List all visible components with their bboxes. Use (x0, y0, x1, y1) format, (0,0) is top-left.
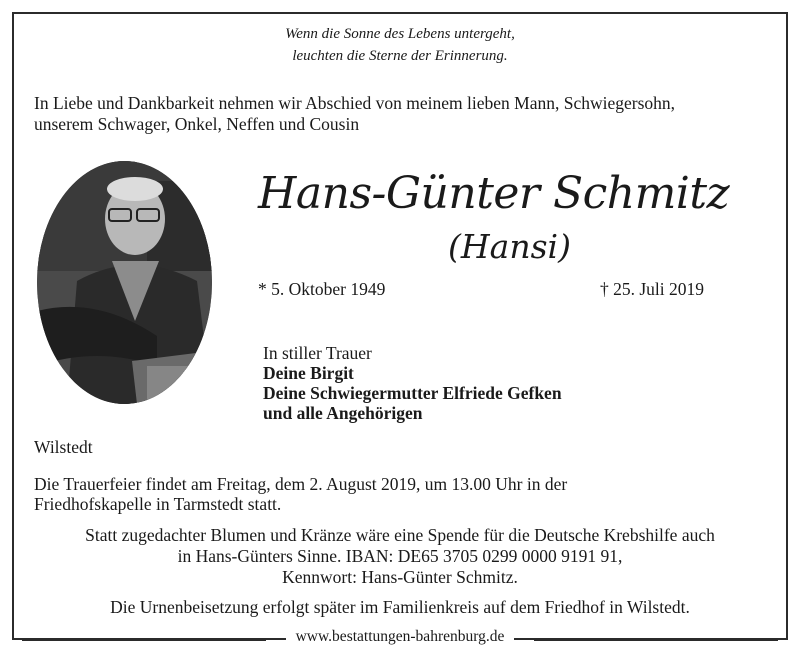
death-date: † 25. Juli 2019 (600, 279, 705, 299)
portrait-photo (37, 161, 212, 404)
footer-website-link[interactable]: www.bestattungen-bahrenburg.de (286, 628, 515, 645)
donation-line-1: Statt zugedachter Blumen und Kränze wäre eine Spende für die Deutsche Krebshilfe auch (85, 525, 715, 545)
place-name: Wilstedt (34, 437, 93, 457)
quote-line-2: leuchten die Sterne der Erinnerung. (292, 48, 508, 64)
footer (0, 628, 800, 646)
intro-line-1: In Liebe und Dankbarkeit nehmen wir Abschied von meinem lieben Mann, Schwiegersohn, (34, 93, 676, 113)
mourner-1: Deine Birgit (263, 363, 354, 383)
service-line-1: Die Trauerfeier findet am Freitag, dem 2. August 2019, um 13.00 Uhr in der (34, 474, 568, 494)
burial-note: Die Urnenbeisetzung erfolgt später im Familienkreis auf dem Friedhof in Wilstedt. (110, 597, 690, 617)
donation-line-3: Kennwort: Hans-Günter Schmitz. (282, 567, 518, 587)
mourners-heading: In stiller Trauer (263, 343, 372, 363)
mourner-3: und alle Angehörigen (263, 403, 423, 423)
intro-line-2: unserem Schwager, Onkel, Neffen und Cousin (34, 114, 360, 134)
service-line-2: Friedhofskapelle in Tarmstedt statt. (34, 494, 282, 514)
deceased-name: Hans-Günter Schmitz (258, 168, 730, 219)
quote-line-1: Wenn die Sonne des Lebens untergeht, (285, 26, 515, 42)
donation-line-2: in Hans-Günters Sinne. IBAN: DE65 3705 0299 0000 9191 91, (177, 546, 623, 566)
mourner-2: Deine Schwiegermutter Elfriede Gefken (263, 383, 562, 403)
deceased-nickname: (Hansi) (448, 227, 571, 266)
birth-date: * 5. Oktober 1949 (258, 279, 386, 299)
